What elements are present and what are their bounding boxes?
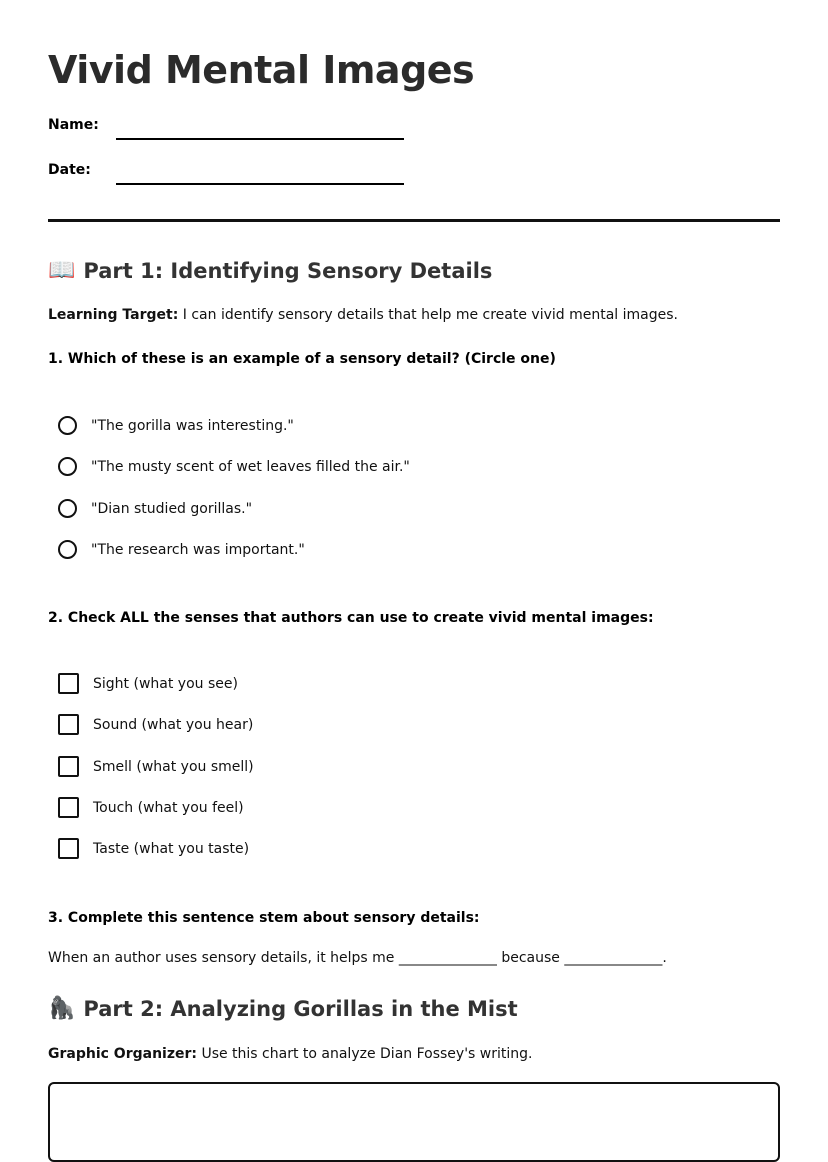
q2-option-sight-label: Sight (what you see) bbox=[93, 675, 238, 692]
part2-heading bbox=[48, 996, 518, 1021]
organizer-text: Use this chart to analyze Dian Fossey's writing. bbox=[197, 1046, 533, 1062]
q2-option-sight[interactable] bbox=[58, 673, 238, 694]
question-3-prompt: 3. Complete this sentence stem about sensory details: bbox=[48, 910, 480, 926]
q1-option-1[interactable] bbox=[58, 416, 294, 435]
open-book-icon: 📖 bbox=[48, 258, 76, 283]
checkbox-icon[interactable] bbox=[58, 673, 79, 694]
q2-option-touch[interactable] bbox=[58, 797, 244, 818]
part1-heading bbox=[48, 258, 492, 283]
organizer-label: Graphic Organizer: bbox=[48, 1046, 197, 1062]
q2-option-taste-label: Taste (what you taste) bbox=[93, 840, 250, 857]
date-field[interactable] bbox=[116, 183, 404, 185]
page-title: Vivid Mental Images bbox=[48, 48, 475, 92]
learning-target-text: I can identify sensory details that help me create vivid mental images. bbox=[178, 307, 678, 323]
q2-option-smell-label: Smell (what you smell) bbox=[93, 758, 254, 775]
q1-option-1-label: "The gorilla was interesting." bbox=[91, 417, 294, 434]
q1-option-4[interactable] bbox=[58, 540, 305, 559]
graphic-organizer-instructions bbox=[48, 1046, 532, 1062]
name-field[interactable] bbox=[116, 138, 404, 140]
gorilla-icon: 🦍 bbox=[48, 996, 76, 1021]
q1-option-2[interactable] bbox=[58, 457, 410, 476]
radio-circle-icon[interactable] bbox=[58, 457, 77, 476]
q1-option-3-label: "Dian studied gorillas." bbox=[91, 500, 253, 517]
radio-circle-icon[interactable] bbox=[58, 540, 77, 559]
learning-target-label: Learning Target: bbox=[48, 307, 179, 323]
q2-option-sound[interactable] bbox=[58, 714, 253, 735]
q2-option-taste[interactable] bbox=[58, 838, 249, 859]
q2-option-smell[interactable] bbox=[58, 756, 254, 777]
q1-option-4-label: "The research was important." bbox=[91, 541, 305, 558]
checkbox-icon[interactable] bbox=[58, 797, 79, 818]
date-label: Date: bbox=[48, 162, 91, 178]
radio-circle-icon[interactable] bbox=[58, 499, 77, 518]
question-1-prompt: 1. Which of these is an example of a sensory detail? (Circle one) bbox=[48, 351, 556, 367]
learning-target bbox=[48, 307, 678, 323]
q1-option-2-label: "The musty scent of wet leaves filled the air." bbox=[91, 458, 410, 475]
name-label: Name: bbox=[48, 117, 99, 133]
radio-circle-icon[interactable] bbox=[58, 416, 77, 435]
q2-option-sound-label: Sound (what you hear) bbox=[93, 716, 254, 733]
q1-option-3[interactable] bbox=[58, 499, 252, 518]
q2-option-touch-label: Touch (what you feel) bbox=[93, 799, 244, 816]
checkbox-icon[interactable] bbox=[58, 838, 79, 859]
question-2-prompt: 2. Check ALL the senses that authors can use to create vivid mental images: bbox=[48, 610, 654, 626]
checkbox-icon[interactable] bbox=[58, 756, 79, 777]
checkbox-icon[interactable] bbox=[58, 714, 79, 735]
part1-heading-text: Part 1: Identifying Sensory Details bbox=[83, 258, 493, 283]
sentence-stem: When an author uses sensory details, it helps me ______________ because ______________. bbox=[48, 950, 667, 966]
section-divider bbox=[48, 219, 780, 222]
part2-heading-text: Part 2: Analyzing Gorillas in the Mist bbox=[83, 996, 518, 1021]
graphic-organizer-box bbox=[48, 1082, 780, 1162]
